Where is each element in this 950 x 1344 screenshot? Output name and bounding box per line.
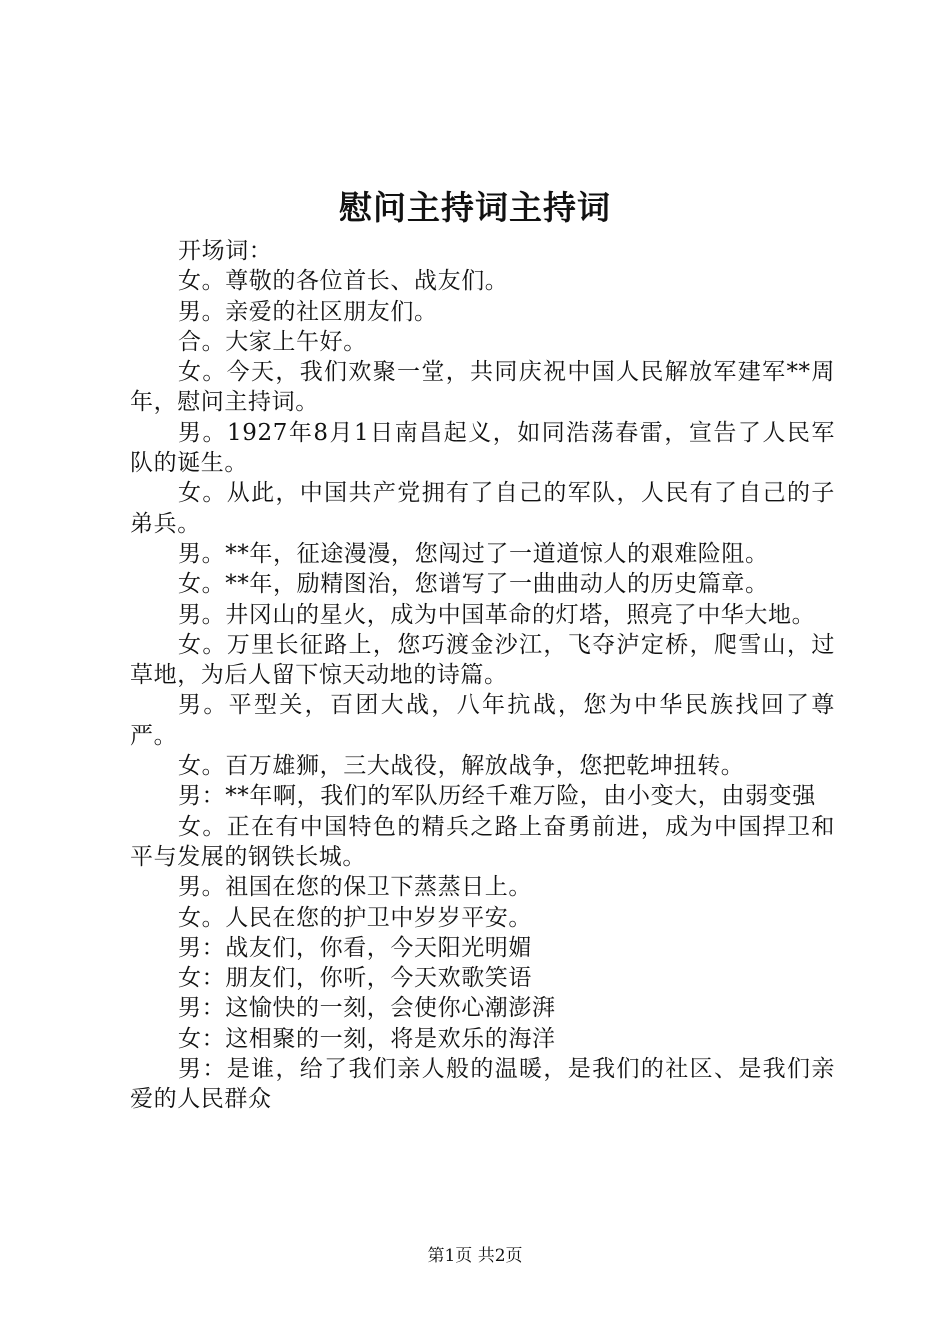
document-body — [130, 236, 835, 1115]
paragraph: 女：这相聚的一刻，将是欢乐的海洋 — [178, 1025, 556, 1052]
page-number-footer: 第1页 共2页 — [427, 1246, 523, 1266]
paragraph: 男：这愉快的一刻，会使你心潮澎湃 — [178, 995, 556, 1022]
paragraph: 女。今天，我们欢聚一堂，共同庆祝中国人民解放军建军**周年，慰问主持词。 — [130, 359, 835, 416]
document-title: 慰问主持词主持词 — [339, 188, 611, 227]
paragraph: 女：朋友们，你听，今天欢歌笑语 — [178, 965, 532, 992]
paragraph: 男。平型关，百团大战，八年抗战，您为中华民族找回了尊严。 — [130, 692, 835, 749]
paragraph: 女。尊敬的各位首长、战友们。 — [178, 268, 509, 295]
paragraph: 男。亲爱的社区朋友们。 — [178, 298, 438, 325]
paragraph: 女。**年，励精图治，您谱写了一曲曲动人的历史篇章。 — [178, 571, 769, 598]
paragraph: 男。**年，征途漫漫，您闯过了一道道惊人的艰难险阻。 — [178, 540, 769, 567]
paragraph: 男：**年啊，我们的军队历经千难万险，由小变大，由弱变强 — [178, 783, 816, 810]
paragraph: 女。从此，中国共产党拥有了自己的军队，人民有了自己的子弟兵。 — [130, 480, 835, 537]
paragraph: 女。正在有中国特色的精兵之路上奋勇前进，成为中国捍卫和平与发展的钢铁长城。 — [130, 813, 835, 870]
paragraph: 男。1927年8月1日南昌起义，如同浩荡春雷，宣告了人民军队的诞生。 — [130, 419, 835, 477]
paragraph: 男：是谁，给了我们亲人般的温暖，是我们的社区、是我们亲爱的人民群众 — [130, 1056, 835, 1113]
paragraph: 男：战友们，你看，今天阳光明媚 — [178, 934, 532, 961]
paragraph: 女。人民在您的护卫中岁岁平安。 — [178, 904, 532, 931]
paragraph: 男。祖国在您的保卫下蒸蒸日上。 — [178, 874, 532, 901]
paragraph: 男。井冈山的星火，成为中国革命的灯塔，照亮了中华大地。 — [178, 601, 816, 628]
paragraph: 开场词： — [178, 238, 273, 264]
paragraph: 女。百万雄狮，三大战役，解放战争，您把乾坤扭转。 — [178, 753, 745, 780]
paragraph: 女。万里长征路上，您巧渡金沙江，飞夺泸定桥，爬雪山，过草地，为后人留下惊天动地的诗篇。 — [130, 631, 835, 689]
paragraph: 合。大家上午好。 — [178, 328, 367, 355]
